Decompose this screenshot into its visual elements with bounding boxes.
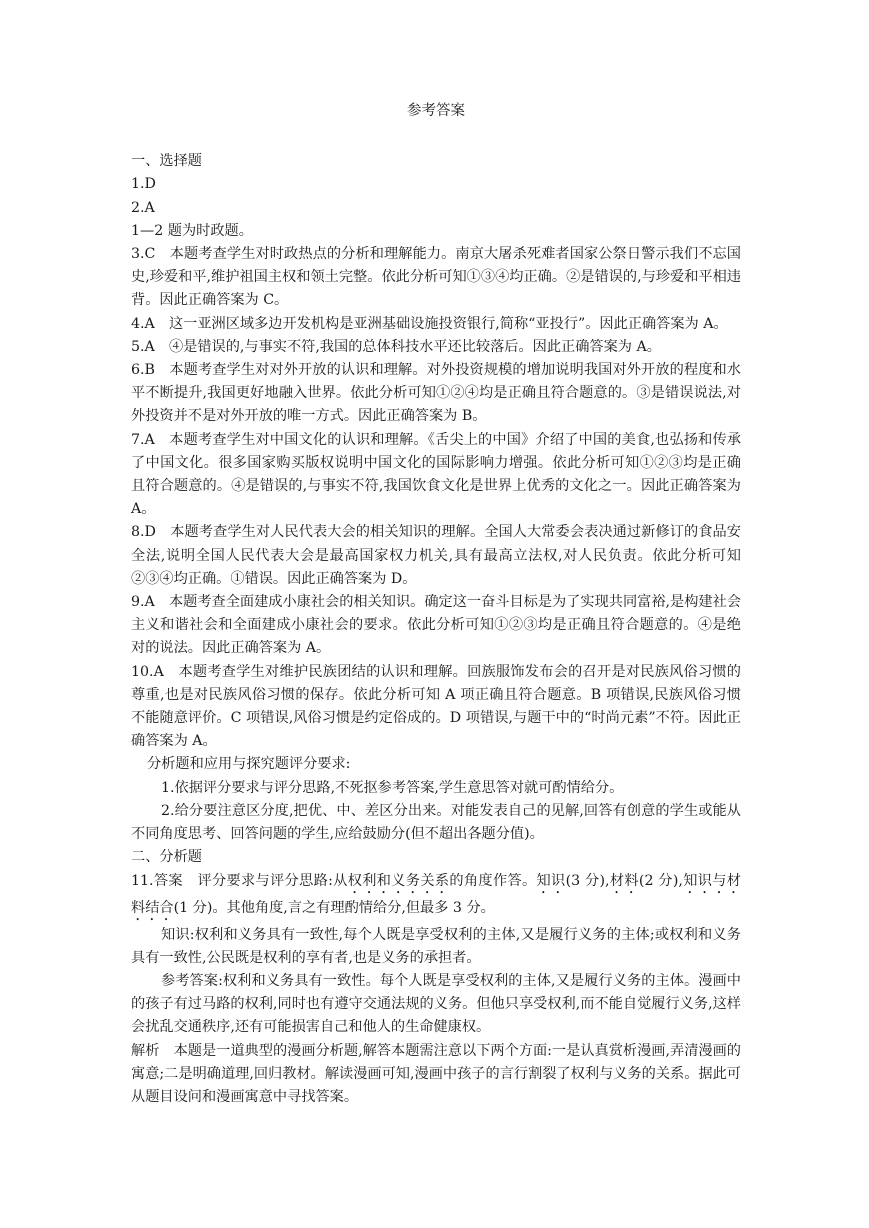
- reference-answer: 参考答案:权利和义务具有一致性。每个人既是享受权利的主体,又是履行义务的主体。漫画中的孩子有过马路的权利,同时也有遵守交通法规的义务。但他只享受权利,而不能自觉履行义务,这样会扰乱交通秩序,还有可能损害自己和他人的生命健康权。: [131, 972, 741, 1036]
- answer-5: 5.A ④是错误的,与事实不符,我国的总体科技水平还比较落后。因此正确答案为 A。: [131, 338, 661, 355]
- page-title: 参考答案: [407, 103, 465, 119]
- emphasis-rights-duties: 权利和义务关系: [347, 872, 450, 889]
- section-heading-choice: 一、选择题: [131, 153, 202, 170]
- note-current-affairs: 1—2 题为时政题。: [131, 222, 253, 239]
- answer-11: [131, 870, 741, 924]
- knowledge-point: 知识:权利和义务具有一致性,每个人既是享受权利的主体,又是履行义务的主体;或权利和义务具有一致性,公民既是权利的享有者,也是义务的承担者。: [131, 926, 741, 966]
- answer-2: 2.A: [131, 199, 155, 216]
- answer-11-text: 11.答案 评分要求与评分思路:从: [131, 872, 348, 889]
- answer-11-text: (2 分),: [638, 872, 683, 889]
- scoring-requirement-2: 2.给分要注意区分度,把优、中、差区分出来。对能发表自己的见解,回答有创意的学生或能从不同角度思考、回答问题的学生,应给鼓励分(但不超出各题分值)。: [131, 802, 741, 843]
- answer-9: 9.A 本题考查全面建成小康社会的相关知识。确定这一奋斗目标是为了实现共同富裕,是构建社会主义和谐社会和全面建成小康社会的要求。依此分析可知①②③均是正确且符合题意的。④是绝对的说法。因此正确答案为 A。: [131, 594, 741, 657]
- answer-4: 4.A 这一亚洲区域多边开发机构是亚洲基础设施投资银行,简称“亚投行”。因此正确答案为 A。: [131, 315, 728, 332]
- scoring-requirements-title: 分析题和应用与探究题评分要求:: [147, 756, 351, 773]
- emphasis-material: 材料: [609, 872, 639, 889]
- emphasis-knowledge: 知识: [536, 872, 566, 889]
- answer-11-text: (3 分),: [565, 872, 610, 889]
- answer-1: 1.D: [131, 176, 156, 193]
- section-heading-analysis: 二、分析题: [131, 849, 202, 866]
- answer-11-text: (1 分)。其他角度,言之有理酌情给分,但最多 3 分。: [173, 899, 495, 916]
- answer-3: 3.C 本题考查学生对时政热点的分析和理解能力。南京大屠杀死难者国家公祭日警示我们不忘国史,珍爱和平,维护祖国主权和领土完整。依此分析可知①③④均正确。②是错误的,与珍爱和平相违背。因此正确答案为 C。: [131, 246, 741, 309]
- answer-6: 6.B 本题考查学生对对外开放的认识和理解。对外投资规模的增加说明我国对外开放的程度和水平不断提升,我国更好地融入世界。依此分析可知①②④均是正确且符合题意的。③是错误说法,对外投资并不是对外开放的唯一方式。因此正确答案为 B。: [131, 362, 741, 425]
- emphasis-combination: 知识与材料结合: [131, 872, 741, 916]
- answer-7: 7.A 本题考查学生对中国文化的认识和理解。《舌尖上的中国》介绍了中国的美食,也弘扬和传承了中国文化。很多国家购买版权说明中国文化的国际影响力增强。依此分析可知①②③均是正确且符合题意的。④是错误的,与事实不符,我国饮食文化是世界上优秀的文化之一。因此正确答案为 A。: [131, 431, 741, 518]
- analysis: 解析 本题是一道典型的漫画分析题,解答本题需注意以下两个方面:一是认真赏析漫画,弄清漫画的寓意;二是明确道理,回归教材。解读漫画可知,漫画中孩子的言行割裂了权利与义务的关系。据此可从题目设问和漫画寓意中寻找答案。: [131, 1042, 741, 1105]
- answer-10: 10.A 本题考查学生对维护民族团结的认识和理解。回族服饰发布会的召开是对民族风俗习惯的尊重,也是对民族风俗习惯的保存。依此分析可知 A 项正确且符合题意。B 项错误,民族风俗习惯不能随意评价。C 项错误,风俗习惯是约定俗成的。D 项错误,与题干中的“时尚元素”不符。因此正确答案为 A。: [131, 663, 741, 750]
- scoring-requirement-1: 1.依据评分要求与评分思路,不死抠参考答案,学生意思答对就可酌情给分。: [161, 779, 624, 796]
- answer-8: 8.D 本题考查学生对人民代表大会的相关知识的理解。全国人大常委会表决通过新修订的食品安全法,说明全国人民代表大会是最高国家权力机关,具有最高立法权,对人民负责。依此分析可知②③④均正确。①错误。因此正确答案为 D。: [131, 524, 741, 587]
- answer-11-text: 的角度作答。: [449, 872, 537, 889]
